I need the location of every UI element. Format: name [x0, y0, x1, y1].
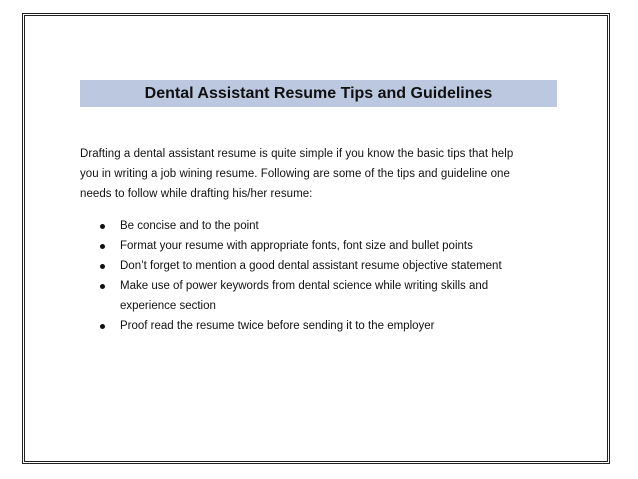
bullet-dot-icon — [100, 264, 105, 269]
bullet-dot-icon — [100, 324, 105, 329]
tip-text: Be concise and to the point — [120, 220, 259, 232]
intro-line: you in writing a job wining resume. Following are some of the tips and guideline one — [80, 168, 510, 180]
tip-text-continued: experience section — [120, 300, 216, 312]
tip-item — [98, 256, 558, 276]
tip-item — [98, 236, 558, 256]
bullet-dot-icon — [100, 284, 105, 289]
bullet-dot-icon — [100, 224, 105, 229]
bullet-dot-icon — [100, 244, 105, 249]
tip-text: Make use of power keywords from dental science while writing skills and — [120, 280, 489, 292]
document-title: Dental Assistant Resume Tips and Guidelines — [144, 84, 493, 102]
tip-item — [98, 316, 558, 336]
tip-item — [98, 276, 558, 316]
tip-text: Proof read the resume twice before sending it to the employer — [120, 320, 435, 332]
tip-text: Format your resume with appropriate fonts, font size and bullet points — [120, 240, 473, 252]
title-banner — [80, 80, 557, 107]
intro-line: needs to follow while drafting his/her resume: — [80, 188, 313, 200]
tip-item — [98, 216, 558, 236]
intro-line: Drafting a dental assistant resume is quite simple if you know the basic tips that help — [80, 148, 514, 160]
tip-text: Don’t forget to mention a good dental assistant resume objective statement — [120, 260, 502, 272]
tips-list — [98, 216, 558, 336]
intro-paragraph — [80, 144, 560, 204]
